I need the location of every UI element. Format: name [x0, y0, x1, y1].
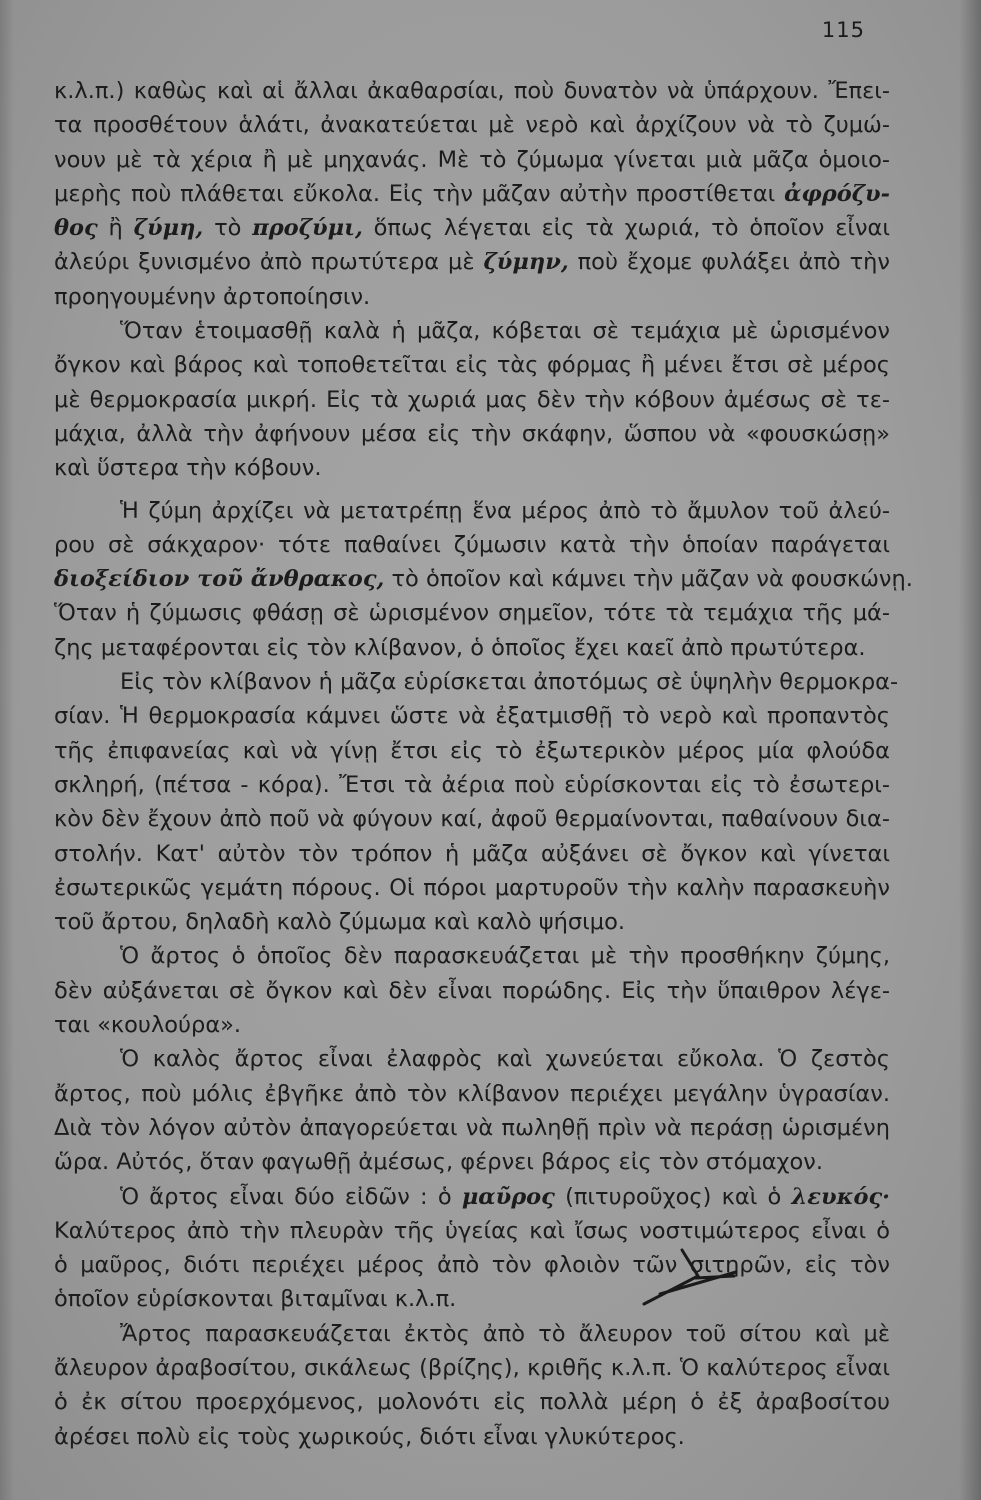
emphasis-term: ζύμην,	[483, 249, 569, 276]
text-line	[54, 734, 890, 768]
text-line	[54, 1317, 890, 1351]
text-line	[54, 417, 890, 451]
text-line	[54, 108, 890, 142]
text-run: μάχια, ἀλλὰ τὴν ἀφήνουν μέσα εἰς τὴν σκάφην, ὥσπου νὰ «φουσκώσῃ»	[54, 420, 890, 447]
emphasis-term: διοξείδιον τοῦ ἄνθρακος,	[54, 566, 385, 593]
text-line	[54, 562, 913, 596]
text-run: ὅπως λέγεται εἰς τὰ χωριά, τὸ ὁποῖον εἶναι	[362, 215, 890, 242]
text-line	[54, 348, 890, 382]
text-line	[54, 837, 890, 871]
text-line	[54, 631, 890, 665]
page-shadow-left	[0, 0, 14, 1500]
text-run: Ὅταν ἑτοιμασθῇ καλὰ ἡ μᾶζα, κόβεται σὲ τεμάχια μὲ ὡρισμένον	[120, 318, 890, 345]
pen-mark-icon	[640, 1242, 750, 1322]
text-line	[54, 177, 890, 211]
text-line	[54, 74, 890, 108]
text-line	[54, 143, 890, 177]
page-shadow-right	[959, 0, 981, 1500]
body-text	[54, 74, 913, 1454]
text-line	[54, 974, 890, 1008]
text-run: τῆς ἐπιφανείας καὶ νὰ γίνῃ ἔτσι εἰς τὸ ἐξωτερικὸν μέρος μία φλούδα	[54, 737, 890, 764]
text-line	[54, 1111, 890, 1145]
text-line	[54, 905, 890, 939]
text-line	[54, 1042, 890, 1076]
text-run: τα προσθέτουν ἁλάτι, ἀνακατεύεται μὲ νερὸ καὶ ἀρχίζουν νὰ τὸ ζυμώ-	[54, 112, 890, 139]
emphasis-term: ἀφρόζυ-	[784, 180, 890, 207]
text-run: ὁ μαῦρος, διότι περιέχει μέρος ἀπὸ τὸν φλοιὸν τῶν σιτηρῶν, εἰς τὸν	[54, 1252, 890, 1279]
text-line	[54, 1385, 890, 1419]
text-run: Καλύτερος ἀπὸ τὴν πλευρὰν τῆς ὑγείας καὶ ἴσως νοστιμώτερος εἶναι ὁ	[54, 1217, 890, 1244]
text-run: ὄγκον καὶ βάρος καὶ τοποθετεῖται εἰς τὰς φόρμας ἢ μένει ἔτσι σὲ μέρος	[54, 352, 890, 379]
text-run: τοῦ ἄρτου, δηλαδὴ καλὸ ζύμωμα καὶ καλὸ ψήσιμο.	[54, 909, 626, 936]
text-run: στολήν. Κατ' αὐτὸν τὸν τρόπον ἡ μᾶζα αὐξάνει σὲ ὄγκον καὶ γίνεται	[54, 840, 890, 867]
text-run: ἄλευρον ἀραβοσίτου, σικάλεως (βρίζης), κριθῆς κ.λ.π. Ὁ καλύτερος εἶναι	[54, 1354, 890, 1381]
text-run: ρου σὲ σάκχαρον· τότε παθαίνει ζύμωσιν κατὰ τὴν ὁποίαν παράγεται	[54, 531, 890, 558]
text-line	[54, 596, 890, 630]
emphasis-term: προζύμι,	[252, 215, 363, 242]
text-run: (πιτυροῦχος) καὶ ὁ	[554, 1183, 792, 1210]
text-line	[54, 451, 890, 485]
emphasis-term: λευκός·	[791, 1183, 890, 1210]
text-run: ζης μεταφέρονται εἰς τὸν κλίβανον, ὁ ὁποῖος ἔχει καεῖ ἀπὸ πρωτύτερα.	[54, 634, 866, 661]
text-run: Ὅταν ἡ ζύμωσις φθάσῃ σὲ ὡρισμένον σημεῖον, τότε τὰ τεμάχια τῆς μά-	[54, 600, 890, 627]
text-line	[54, 1248, 890, 1282]
text-line	[54, 280, 890, 314]
text-line	[54, 1077, 890, 1111]
text-run: ὁποῖον εὑρίσκονται βιταμῖναι κ.λ.π.	[54, 1286, 457, 1313]
text-line	[54, 211, 890, 245]
text-run: κ.λ.π.) καθὼς καὶ αἱ ἄλλαι ἀκαθαρσίαι, ποὺ δυνατὸν νὰ ὑπάρχουν. Ἔπει-	[54, 78, 890, 104]
text-run: ὥρα. Αὐτός, ὅταν φαγωθῇ ἀμέσως, φέρνει βάρος εἰς τὸν στόμαχον.	[54, 1149, 824, 1176]
text-line	[54, 383, 890, 417]
text-run: Ἡ ζύμη ἀρχίζει νὰ μετατρέπῃ ἕνα μέρος ἀπὸ τὸ ἄμυλον τοῦ ἀλεύ-	[120, 497, 890, 524]
text-run: ται «κουλούρα».	[54, 1012, 242, 1039]
emphasis-term: ζύμη,	[133, 215, 204, 242]
emphasis-term: θος	[54, 215, 98, 242]
text-run: ἄρτος, ποὺ μόλις ἐβγῆκε ἀπὸ τὸν κλίβανον περιέχει μεγάλην ὑγρασίαν.	[54, 1080, 890, 1107]
text-line	[54, 1008, 890, 1042]
text-line	[54, 802, 890, 836]
text-line	[54, 1145, 890, 1179]
text-line	[54, 314, 890, 348]
text-run: Ὁ ἄρτος ὁ ὁποῖος δὲν παρασκευάζεται μὲ τὴν προσθήκην ζύμης,	[120, 943, 890, 970]
text-line	[54, 665, 899, 699]
emphasis-term: μαῦρος	[461, 1183, 555, 1210]
text-line	[54, 528, 890, 562]
text-run: ἀρέσει πολὺ εἰς τοὺς χωρικούς, διότι εἶναι γλυκύτερος.	[54, 1423, 685, 1450]
text-run: κὸν δὲν ἔχουν ἀπὸ ποῦ νὰ φύγουν καί, ἀφοῦ θερμαίνονται, παθαίνουν δια-	[54, 806, 890, 833]
text-run: ἐσωτερικῶς γεμάτη πόρους. Οἱ πόροι μαρτυροῦν τὴν καλὴν παρασκευὴν	[54, 874, 890, 901]
text-line	[54, 871, 890, 905]
text-line	[54, 494, 890, 528]
text-line	[54, 1420, 890, 1454]
text-line	[54, 1180, 890, 1214]
text-run: Ὁ καλὸς ἄρτος εἶναι ἐλαφρὸς καὶ χωνεύεται εὔκολα. Ὁ ζεστὸς	[120, 1046, 890, 1073]
text-run: Εἰς τὸν κλίβανον ἡ μᾶζα εὑρίσκεται ἀποτόμως σὲ ὑψηλὴν θερμοκρα-	[120, 669, 899, 696]
text-run: προηγουμένην ἀρτοποίησιν.	[54, 283, 371, 310]
text-run: ὁ ἐκ σίτου προερχόμενος, μολονότι εἰς πολλὰ μέρη ὁ ἐξ ἀραβοσίτου	[54, 1389, 890, 1416]
text-line	[54, 768, 890, 802]
text-run: τὸ ὁποῖον καὶ κάμνει τὴν μᾶζαν νὰ φουσκώνῃ.	[384, 566, 913, 593]
text-run: δὲν αὐξάνεται σὲ ὄγκον καὶ δὲν εἶναι πορώδης. Εἰς τὴν ὕπαιθρον λέγε-	[54, 977, 890, 1004]
text-run: Ὁ ἄρτος εἶναι δύο εἰδῶν : ὁ	[120, 1183, 462, 1210]
text-run: σίαν. Ἡ θερμοκρασία κάμνει ὥστε νὰ ἐξατμισθῇ τὸ νερὸ καὶ προπαντὸς	[54, 703, 890, 730]
text-run: Διὰ τὸν λόγον αὐτὸν ἀπαγορεύεται νὰ πωληθῇ πρὶν νὰ περάσῃ ὡρισμένη	[54, 1114, 890, 1141]
text-run: ἢ	[97, 215, 134, 242]
text-run: μερὴς ποὺ πλάθεται εὔκολα. Εἰς τὴν μᾶζαν αὐτὴν προστίθεται	[54, 180, 785, 207]
text-line	[54, 245, 890, 279]
text-line	[54, 1214, 890, 1248]
text-line	[54, 1282, 890, 1316]
page-number: 115	[821, 18, 865, 42]
text-run: καὶ ὕστερα τὴν κόβουν.	[54, 455, 322, 482]
text-run: τὸ	[203, 215, 253, 242]
text-line	[54, 1351, 890, 1385]
text-run: μὲ θερμοκρασία μικρή. Εἰς τὰ χωριά μας δὲν τὴν κόβουν ἀμέσως σὲ τε-	[54, 386, 890, 413]
text-run: ἀλεύρι ξυνισμένο ἀπὸ πρωτύτερα μὲ	[54, 249, 484, 276]
text-line	[54, 699, 890, 733]
text-run: νουν μὲ τὰ χέρια ἢ μὲ μηχανάς. Μὲ τὸ ζύμωμα γίνεται μιὰ μᾶζα ὁμοιο-	[54, 146, 890, 173]
text-run: ποὺ ἔχομε φυλάξει ἀπὸ τὴν	[568, 249, 891, 276]
text-run: σκληρή, (πέτσα - κόρα). Ἔτσι τὰ ἀέρια ποὺ εὑρίσκονται εἰς τὸ ἐσωτερι-	[54, 771, 890, 798]
text-line	[54, 939, 890, 973]
text-run: Ἄρτος παρασκευάζεται ἐκτὸς ἀπὸ τὸ ἄλευρον τοῦ σίτου καὶ μὲ	[120, 1320, 890, 1347]
